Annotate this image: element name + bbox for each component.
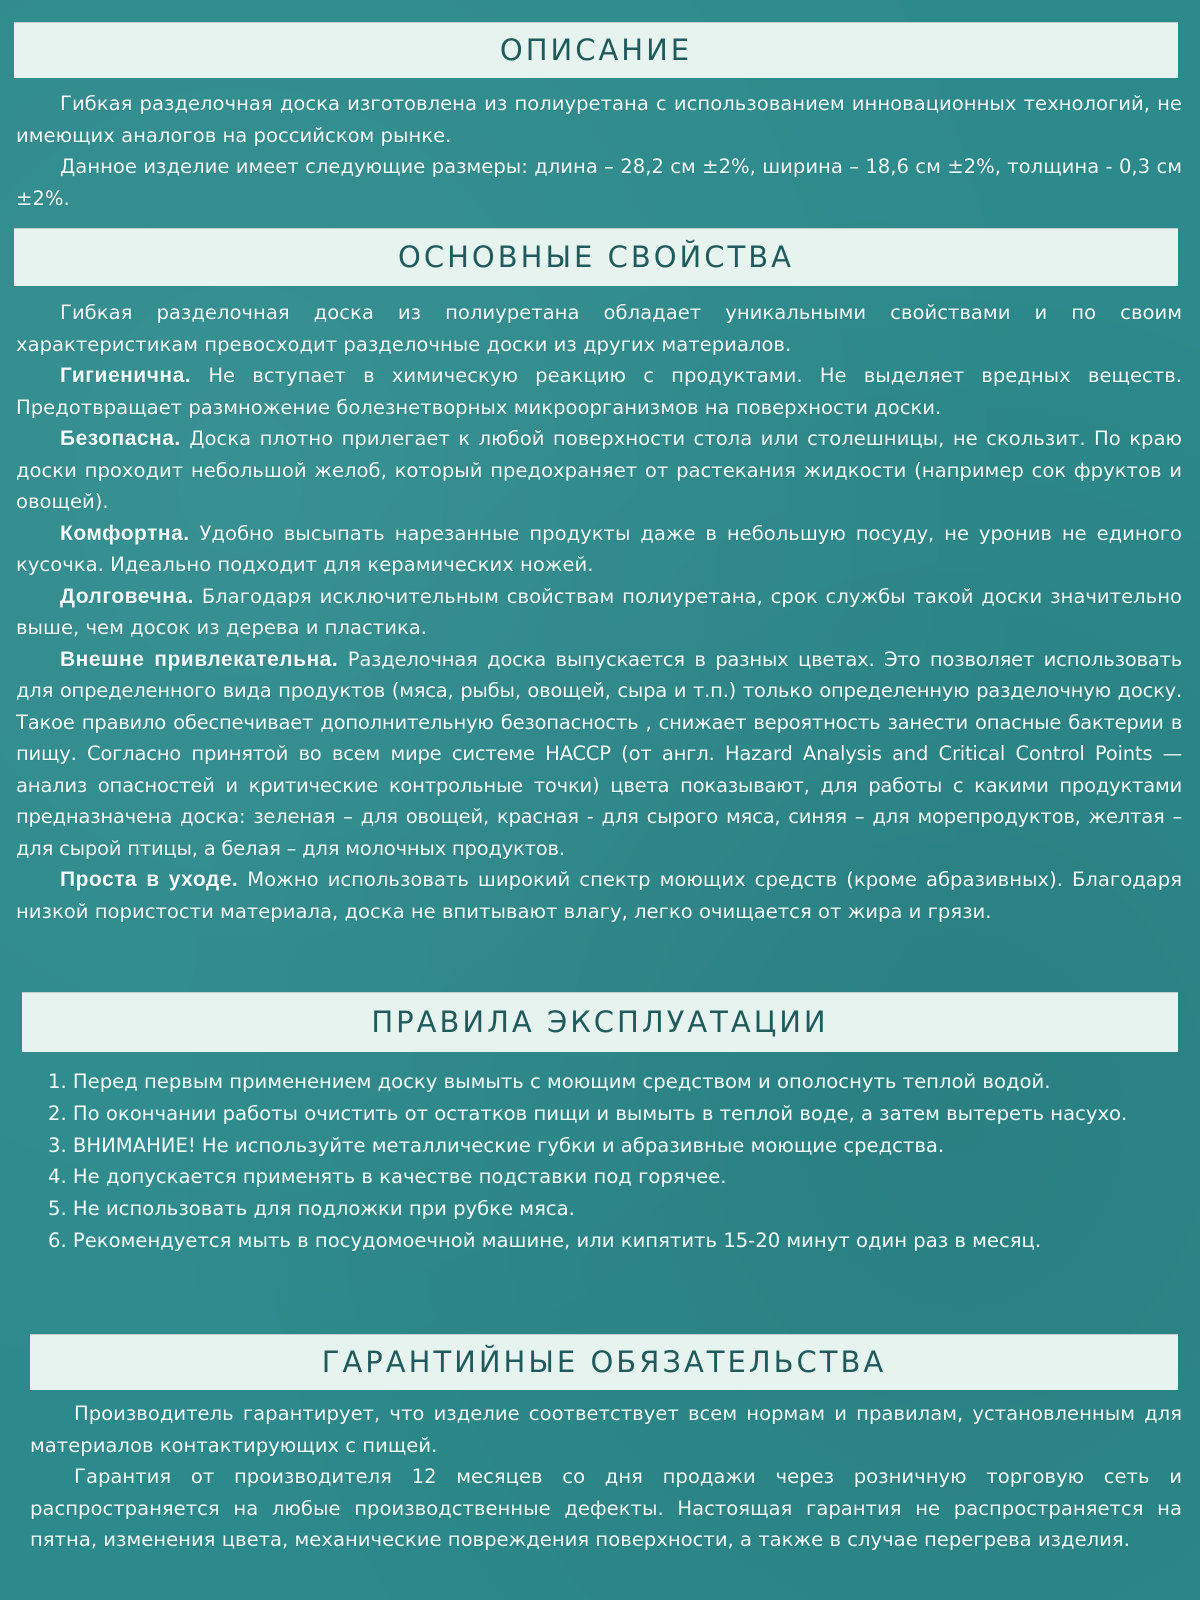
properties-section [16,297,1182,927]
property-term: Безопасна. [60,427,181,450]
rule-item: 4. Не допускается применять в качестве подставки под горячее. [48,1165,727,1189]
property-text: Благодаря исключительным свойствам полиуретана, срок службы такой доски значительно выше, чем досок из дерева и пластика. [16,584,1182,639]
properties-intro: Гибкая разделочная доска из полиуретана обладает уникальными свойствами и по своим характеристикам превосходит разделочные доски из других материалов. [16,301,1182,356]
property-text: Не вступает в химическую реакцию с продуктами. Не выделяет вредных веществ. Предотвращает размножение болезнетворных микроорганизмов на поверхности доски. [16,364,1182,419]
property-safe [16,423,1182,518]
rules-header [22,992,1178,1052]
rule-item: 6. Рекомендуется мыть в посудомоечной машине, или кипятить 15-20 минут один раз в месяц. [48,1228,1042,1252]
warranty-header [30,1334,1178,1390]
property-term: Проста в уходе. [60,868,239,891]
property-durable [16,581,1182,644]
rule-item: 2. По окончании работы очистить от остатков пищи и вымыть в теплой воде, а затем вытереть насухо. [48,1101,1128,1125]
description-title: ОПИСАНИЕ [499,33,693,67]
properties-header [14,228,1178,286]
property-text: Можно использовать широкий спектр моющих средств (кроме абразивных). Благодаря низкой пористости материала, доска не впитывают влагу, легко очищается от жира и грязи. [16,868,1182,923]
property-term: Долговечна. [60,584,194,608]
property-text: Доска плотно прилегает к любой поверхности стола или столешницы, не скользит. По краю доски проходит небольшой желоб, который предохраняет от растекания жидкости (например сок фруктов и овощей). [16,427,1182,513]
property-term: Внешне привлекательна. [60,647,339,671]
description-paragraph-2: Данное изделие имеет следующие размеры: длина – 28,2 см ±2%, ширина – 18,6 см ±2%, толщина - 0,3 см ±2%. [16,155,1182,210]
property-attractive [16,644,1182,865]
warranty-paragraph-1: Производитель гарантирует, что изделие соответствует всем нормам и правилам, установленным для материалов контактирующих с пищей. [30,1402,1182,1457]
property-easy-care [16,864,1182,927]
description-header [14,22,1178,78]
warranty-paragraph-2: Гарантия от производителя 12 месяцев со дня продажи через розничную торговую сеть и распространяется на любые производственные дефекты. Настоящая гарантия не распространяется на пятна, изменения цвета, механические повреждения поверхности, а также в случае перегрева изделия. [30,1465,1182,1551]
property-term: Комфортна. [60,521,190,545]
rules-list [48,1066,1182,1257]
rules-title: ПРАВИЛА ЭКСПЛУАТАЦИИ [371,1005,829,1039]
rule-item: 1. Перед первым применением доску вымыть с моющим средством и ополоснуть теплой водой. [48,1070,1051,1093]
description-section [16,88,1182,214]
property-text: Удобно высыпать нарезанные продукты даже в небольшую посуду, не уронив не единого кусочка. Идеально подходит для керамических ножей. [16,521,1182,576]
rule-item: 3. ВНИМАНИЕ! Не используйте металлические губки и абразивные моющие средства. [48,1133,945,1157]
property-text: Разделочная доска выпускается в разных цветах. Это позволяет использовать для определенного вида продуктов (мяса, рыбы, овощей, сыра и т.п.) только определенную разделочную доску. Такое правило обеспечивает дополнительную безопасность , снижает вероятность занести опасные бактерии в пищу. Согласно принятой во всем мире системе HACCP (от англ. Hazard Analysis and Critical Control Points — анализ опасностей и критические контрольные точки) цвета показывают, для работы с какими продуктами предназначена доска: зеленая – для овощей, красная - для сырого мяса, синяя – для морепродуктов, желтая – для сырой птицы, а белая – для молочных продуктов. [16,647,1182,860]
property-term: Гигиенична. [60,364,192,387]
property-comfortable [16,518,1182,581]
warranty-section [30,1398,1182,1556]
description-paragraph-1: Гибкая разделочная доска изготовлена из полиуретана с использованием инновационных технологий, не имеющих аналогов на российском рынке. [16,92,1182,147]
property-hygienic [16,360,1182,423]
properties-title: ОСНОВНЫЕ СВОЙСТВА [398,240,794,274]
warranty-title: ГАРАНТИЙНЫЕ ОБЯЗАТЕЛЬСТВА [321,1345,887,1379]
rule-item: 5. Не использовать для подложки при рубке мяса. [48,1197,575,1221]
